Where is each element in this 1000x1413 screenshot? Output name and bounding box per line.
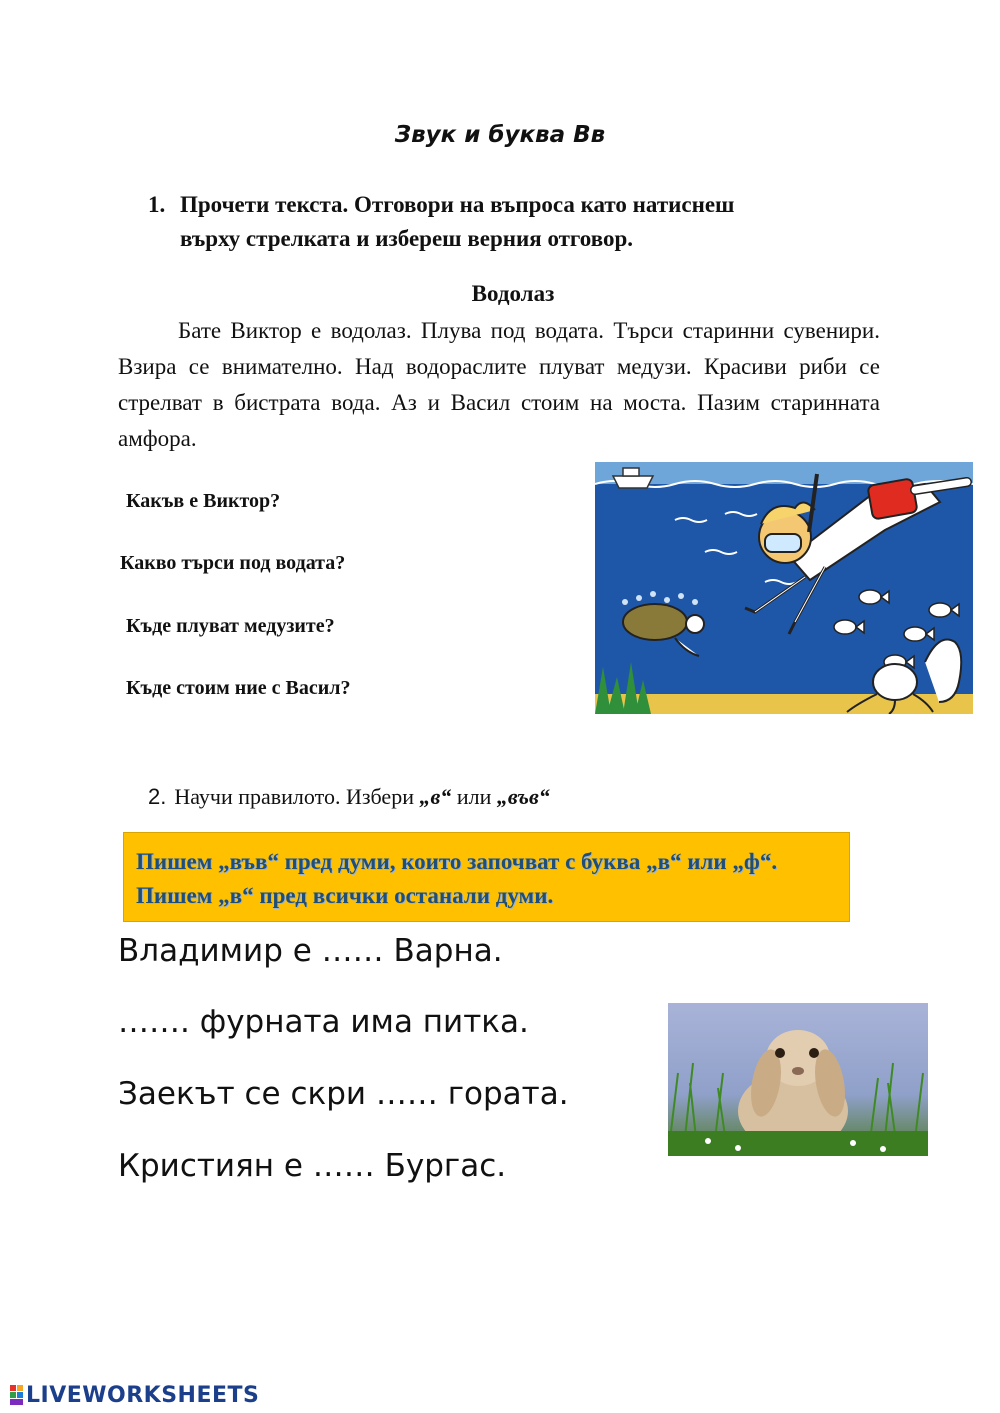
task-1-number: 1. [148,192,166,217]
exercise-2: ……. фурната има питка. [118,1004,529,1040]
task-1-line-1: Прочети текста. Отговори на въпроса като натиснеш [180,192,735,217]
question-4: Къде стоим ние с Васил? [126,677,351,699]
option-vav: „във“ [496,784,550,809]
task-2-number: 2. [148,784,167,809]
story-text: Бате Виктор е водолаз. Плува под водата. Търси старинни сувенири. Взира се внимателно. Над водораслите плуват медузи. Красиви риби се стрелват в бистрата вода. Аз и Васил стоим на моста. Пазим старинната амфора. [118,318,880,451]
exercise-3: Заекът се скри …… гората. [118,1076,569,1112]
rule-box [123,832,850,922]
exercise-1: Владимир е …… Варна. [118,933,503,969]
question-2: Какво търси под водата? [120,552,346,574]
logo-icon [10,1385,24,1405]
option-v: „в“ [419,784,452,809]
liveworksheets-logo[interactable] [10,1383,259,1408]
exercise-4: Кристиян е …… Бургас. [118,1148,507,1184]
task-2-text: Научи правилото. Избери [174,784,420,809]
logo-text: LIVEWORKSHEETS [26,1383,260,1408]
rule-line-2: Пишем „в“ пред всички останали думи. [136,883,554,908]
diver-illustration [595,462,973,714]
task-1-line-2: върху стрелката и избереш верния отговор. [180,226,634,251]
task-2-or: или [451,784,497,809]
question-3: Къде плуват медузите? [126,615,335,637]
bunny-photo [668,1003,928,1156]
page-title: Звук и буква Вв [394,122,606,148]
story-title: Водолаз [471,281,555,306]
question-1: Какъв е Виктор? [126,490,281,512]
task-2-instruction [148,784,550,810]
rule-line-1: Пишем „във“ пред думи, които започват с буква „в“ или „ф“. [136,849,778,874]
